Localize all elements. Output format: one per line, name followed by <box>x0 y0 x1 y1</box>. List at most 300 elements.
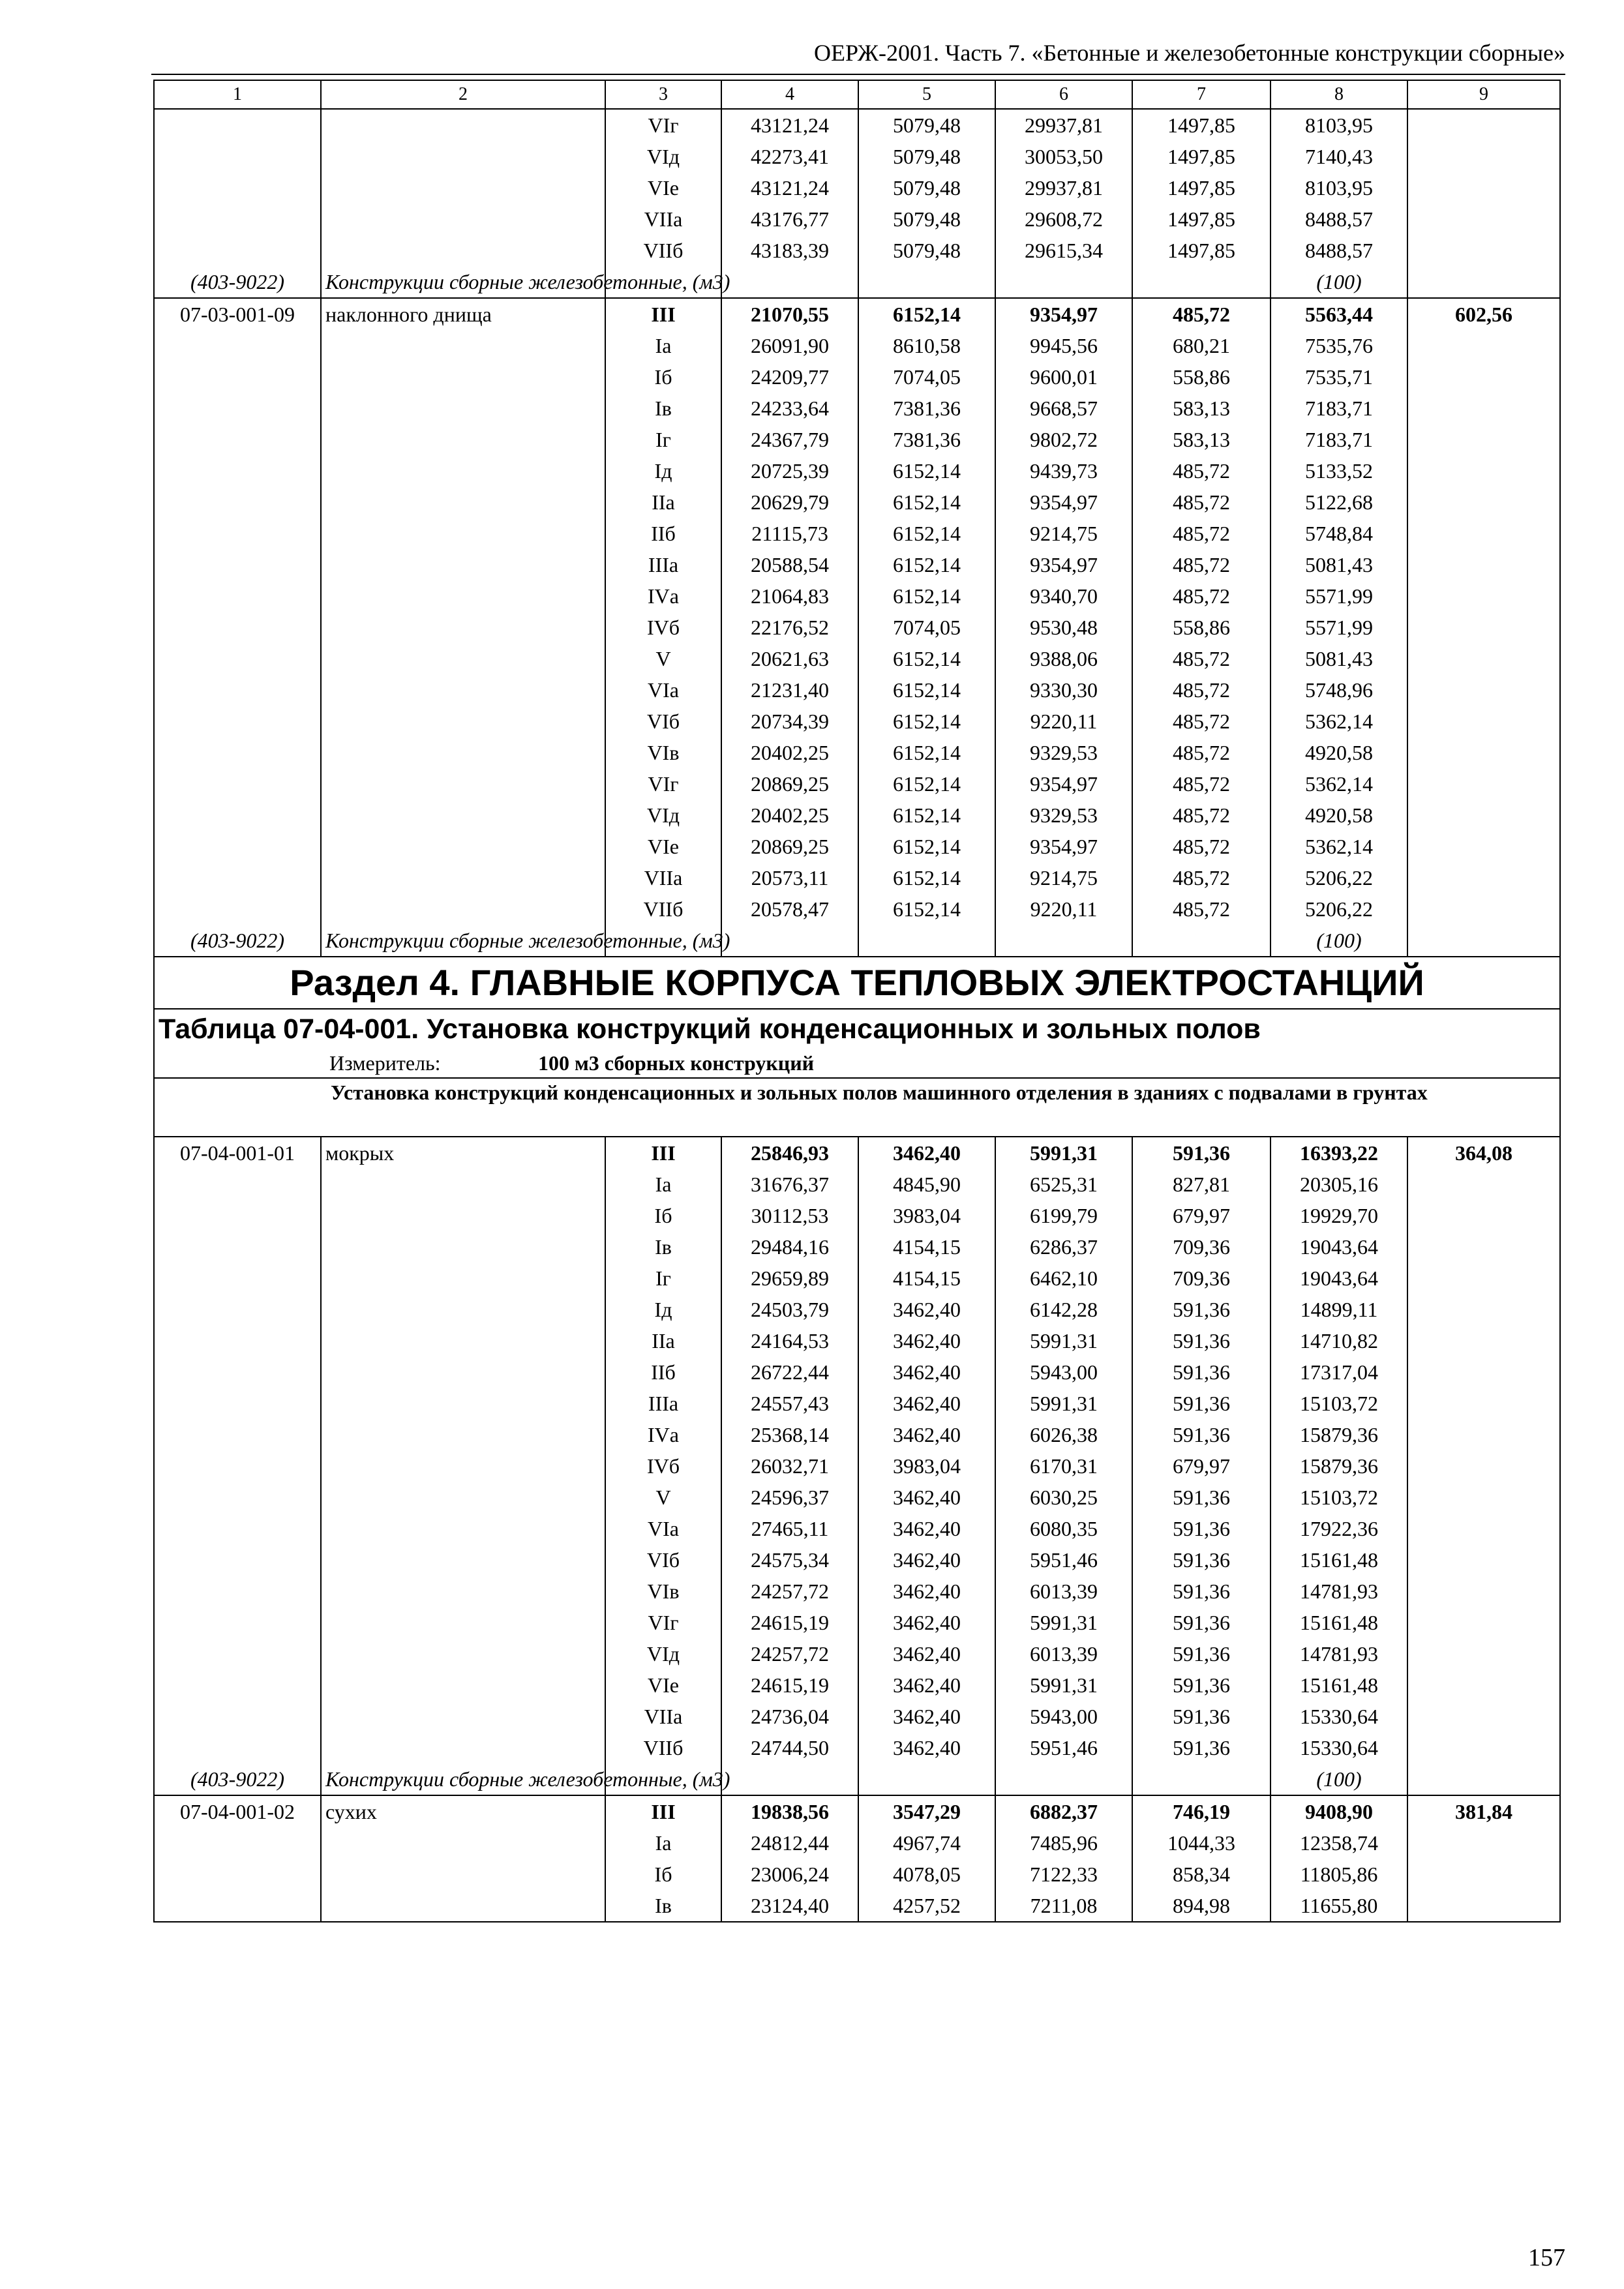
empty-cell <box>321 612 605 643</box>
rates-table-body <box>154 80 1560 1922</box>
empty-cell <box>995 266 1132 298</box>
wages-cell: 6152,14 <box>858 800 995 831</box>
empty-cell <box>154 1669 321 1701</box>
labor-cost-cell: 602,56 <box>1407 298 1560 330</box>
rate-name: наклонного днища <box>321 298 605 330</box>
machines-cell: 6026,38 <box>995 1419 1132 1450</box>
column-header-2: 2 <box>321 80 605 109</box>
table-row <box>154 424 1560 455</box>
empty-cell <box>1407 1263 1560 1294</box>
direct-cost-cell: 30112,53 <box>721 1200 858 1231</box>
wages-cell: 6152,14 <box>858 674 995 706</box>
direct-cost-cell: 25846,93 <box>721 1137 858 1169</box>
machines-cell: 7211,08 <box>995 1890 1132 1922</box>
empty-cell <box>1407 393 1560 424</box>
machines-cell: 29937,81 <box>995 172 1132 203</box>
direct-cost-cell: 24812,44 <box>721 1827 858 1859</box>
empty-cell <box>321 393 605 424</box>
empty-cell <box>321 1419 605 1450</box>
wages-cell: 3983,04 <box>858 1450 995 1482</box>
machines-cell: 7122,33 <box>995 1859 1132 1890</box>
table-row <box>154 486 1560 518</box>
empty-cell <box>321 1638 605 1669</box>
zone-cell: VIб <box>605 1544 721 1576</box>
zone-cell: VIа <box>605 674 721 706</box>
machinist-wages-cell: 591,36 <box>1132 1513 1271 1544</box>
empty-cell <box>321 486 605 518</box>
materials-cell: 15103,72 <box>1271 1388 1407 1419</box>
table-row <box>154 203 1560 235</box>
direct-cost-cell: 24233,64 <box>721 393 858 424</box>
machines-cell: 9214,75 <box>995 518 1132 549</box>
wages-cell: 8610,58 <box>858 330 995 361</box>
rates-table <box>153 80 1561 1922</box>
zone-cell: III <box>605 298 721 330</box>
column-header-6: 6 <box>995 80 1132 109</box>
empty-cell <box>1407 172 1560 203</box>
machinist-wages-cell: 591,36 <box>1132 1294 1271 1325</box>
machinist-wages-cell: 1497,85 <box>1132 235 1271 266</box>
empty-cell <box>154 1576 321 1607</box>
table-row <box>154 674 1560 706</box>
zone-cell: IIб <box>605 1356 721 1388</box>
zone-cell: VIд <box>605 800 721 831</box>
zone-cell: Iг <box>605 1263 721 1294</box>
table-row <box>154 831 1560 862</box>
empty-cell <box>154 1544 321 1576</box>
empty-cell <box>1407 1169 1560 1200</box>
empty-cell <box>321 643 605 674</box>
materials-cell: 8488,57 <box>1271 235 1407 266</box>
materials-cell: 19929,70 <box>1271 1200 1407 1231</box>
empty-cell <box>321 1701 605 1732</box>
wages-cell: 3462,40 <box>858 1732 995 1763</box>
materials-cell: 15330,64 <box>1271 1701 1407 1732</box>
zone-cell: IIIа <box>605 549 721 580</box>
empty-cell <box>321 1356 605 1388</box>
empty-cell <box>1407 1669 1560 1701</box>
empty-cell <box>154 393 321 424</box>
machinist-wages-cell: 1497,85 <box>1132 172 1271 203</box>
empty-cell <box>321 549 605 580</box>
zone-cell: VIе <box>605 172 721 203</box>
wages-cell: 7381,36 <box>858 393 995 424</box>
zone-cell: VIд <box>605 1638 721 1669</box>
table-title-row <box>154 1009 1560 1049</box>
empty-cell <box>1407 1513 1560 1544</box>
empty-cell <box>154 706 321 737</box>
empty-cell <box>154 235 321 266</box>
machinist-wages-cell: 746,19 <box>1132 1795 1271 1827</box>
materials-cell: 5748,84 <box>1271 518 1407 549</box>
wages-cell: 3462,40 <box>858 1482 995 1513</box>
direct-cost-cell: 24744,50 <box>721 1732 858 1763</box>
machinist-wages-cell: 485,72 <box>1132 549 1271 580</box>
machines-cell: 5943,00 <box>995 1701 1132 1732</box>
wages-cell: 5079,48 <box>858 141 995 172</box>
materials-cell: 20305,16 <box>1271 1169 1407 1200</box>
empty-cell <box>321 1325 605 1356</box>
machinist-wages-cell: 591,36 <box>1132 1669 1271 1701</box>
meter-value: 100 м3 сборных конструкций <box>538 1051 815 1075</box>
empty-cell <box>1407 893 1560 925</box>
empty-cell <box>321 1669 605 1701</box>
page-number: 157 <box>1528 2244 1565 2271</box>
empty-cell <box>154 361 321 393</box>
empty-cell <box>1407 1200 1560 1231</box>
empty-cell <box>154 1356 321 1388</box>
materials-cell: 5563,44 <box>1271 298 1407 330</box>
wages-cell: 5079,48 <box>858 203 995 235</box>
direct-cost-cell: 20869,25 <box>721 768 858 800</box>
zone-cell: IVа <box>605 580 721 612</box>
subtitle-row <box>154 1078 1560 1137</box>
zone-cell: Iб <box>605 1200 721 1231</box>
direct-cost-cell: 24209,77 <box>721 361 858 393</box>
machines-cell: 6286,37 <box>995 1231 1132 1263</box>
wages-cell: 6152,14 <box>858 737 995 768</box>
empty-cell <box>1407 1294 1560 1325</box>
empty-cell <box>321 330 605 361</box>
section-title-row <box>154 957 1560 1009</box>
zone-cell: VIб <box>605 706 721 737</box>
zone-cell: VIв <box>605 1576 721 1607</box>
empty-cell <box>321 1450 605 1482</box>
empty-cell <box>1407 831 1560 862</box>
empty-cell <box>321 235 605 266</box>
materials-cell: 5362,14 <box>1271 706 1407 737</box>
machinist-wages-cell: 485,72 <box>1132 518 1271 549</box>
direct-cost-cell: 24615,19 <box>721 1669 858 1701</box>
empty-cell <box>1407 1576 1560 1607</box>
machines-cell: 5991,31 <box>995 1607 1132 1638</box>
zone-cell: VIг <box>605 109 721 141</box>
direct-cost-cell: 20573,11 <box>721 862 858 893</box>
column-header-8: 8 <box>1271 80 1407 109</box>
empty-cell <box>1407 1763 1560 1795</box>
machines-cell: 9214,75 <box>995 862 1132 893</box>
empty-cell <box>858 266 995 298</box>
wages-cell: 3547,29 <box>858 1795 995 1827</box>
machinist-wages-cell: 680,21 <box>1132 330 1271 361</box>
empty-cell <box>321 768 605 800</box>
machinist-wages-cell: 583,13 <box>1132 393 1271 424</box>
machines-cell: 9354,97 <box>995 831 1132 862</box>
table-row <box>154 1576 1560 1607</box>
empty-cell <box>321 580 605 612</box>
table-row <box>154 893 1560 925</box>
machines-cell: 9220,11 <box>995 893 1132 925</box>
empty-cell <box>154 1450 321 1482</box>
machines-cell: 6525,31 <box>995 1169 1132 1200</box>
machines-cell: 30053,50 <box>995 141 1132 172</box>
empty-cell <box>154 203 321 235</box>
table-row <box>154 455 1560 486</box>
machines-cell: 9530,48 <box>995 612 1132 643</box>
empty-cell <box>321 737 605 768</box>
empty-cell <box>321 1294 605 1325</box>
column-header-7: 7 <box>1132 80 1271 109</box>
materials-cell: 9408,90 <box>1271 1795 1407 1827</box>
wages-cell: 4967,74 <box>858 1827 995 1859</box>
direct-cost-cell: 26722,44 <box>721 1356 858 1388</box>
machines-cell: 6080,35 <box>995 1513 1132 1544</box>
empty-cell <box>858 925 995 957</box>
empty-cell <box>1407 518 1560 549</box>
direct-cost-cell: 26091,90 <box>721 330 858 361</box>
empty-cell <box>154 549 321 580</box>
machinist-wages-cell: 485,72 <box>1132 893 1271 925</box>
machines-cell: 5991,31 <box>995 1669 1132 1701</box>
empty-cell <box>321 1576 605 1607</box>
empty-cell <box>1132 266 1271 298</box>
machinist-wages-cell: 485,72 <box>1132 706 1271 737</box>
machines-cell: 5991,31 <box>995 1137 1132 1169</box>
table-row <box>154 643 1560 674</box>
empty-cell <box>1407 1356 1560 1388</box>
wages-cell: 6152,14 <box>858 831 995 862</box>
empty-cell <box>321 1859 605 1890</box>
materials-cell: 5362,14 <box>1271 831 1407 862</box>
wages-cell: 4257,52 <box>858 1890 995 1922</box>
machinist-wages-cell: 485,72 <box>1132 737 1271 768</box>
empty-cell <box>154 612 321 643</box>
wages-cell: 4078,05 <box>858 1859 995 1890</box>
materials-cell: 5122,68 <box>1271 486 1407 518</box>
materials-cell: 14781,93 <box>1271 1576 1407 1607</box>
empty-cell <box>1407 1544 1560 1576</box>
machinist-wages-cell: 485,72 <box>1132 643 1271 674</box>
machinist-wages-cell: 591,36 <box>1132 1137 1271 1169</box>
direct-cost-cell: 43121,24 <box>721 172 858 203</box>
empty-cell <box>154 737 321 768</box>
machines-cell: 29608,72 <box>995 203 1132 235</box>
empty-cell <box>154 1701 321 1732</box>
resource-row <box>154 266 1560 298</box>
machinist-wages-cell: 1044,33 <box>1132 1827 1271 1859</box>
wages-cell: 5079,48 <box>858 235 995 266</box>
empty-cell <box>1407 235 1560 266</box>
zone-cell: VIг <box>605 1607 721 1638</box>
direct-cost-cell: 20621,63 <box>721 643 858 674</box>
empty-cell <box>154 1200 321 1231</box>
machinist-wages-cell: 679,97 <box>1132 1200 1271 1231</box>
meter-label: Измеритель: <box>329 1051 441 1075</box>
zone-cell: Iв <box>605 1890 721 1922</box>
empty-cell <box>1407 706 1560 737</box>
empty-cell <box>1407 1388 1560 1419</box>
direct-cost-cell: 20629,79 <box>721 486 858 518</box>
wages-cell: 3462,40 <box>858 1325 995 1356</box>
empty-cell <box>154 1732 321 1763</box>
empty-cell <box>154 172 321 203</box>
empty-cell <box>1407 1859 1560 1890</box>
empty-cell <box>1407 1890 1560 1922</box>
materials-cell: 5362,14 <box>1271 768 1407 800</box>
materials-cell: 7535,76 <box>1271 330 1407 361</box>
empty-cell <box>321 203 605 235</box>
empty-cell <box>1407 643 1560 674</box>
empty-cell <box>321 109 605 141</box>
empty-cell <box>154 674 321 706</box>
materials-cell: 16393,22 <box>1271 1137 1407 1169</box>
direct-cost-cell: 20578,47 <box>721 893 858 925</box>
empty-cell <box>154 1890 321 1922</box>
empty-cell <box>1407 768 1560 800</box>
empty-cell <box>1132 1763 1271 1795</box>
machinist-wages-cell: 591,36 <box>1132 1701 1271 1732</box>
machinist-wages-cell: 1497,85 <box>1132 141 1271 172</box>
empty-cell <box>154 1169 321 1200</box>
wages-cell: 6152,14 <box>858 580 995 612</box>
machinist-wages-cell: 827,81 <box>1132 1169 1271 1200</box>
machinist-wages-cell: 591,36 <box>1132 1544 1271 1576</box>
empty-cell <box>1407 737 1560 768</box>
machines-cell: 9354,97 <box>995 549 1132 580</box>
meter-row <box>154 1049 1560 1078</box>
wages-cell: 7074,05 <box>858 361 995 393</box>
materials-cell: 11805,86 <box>1271 1859 1407 1890</box>
materials-cell: 4920,58 <box>1271 800 1407 831</box>
direct-cost-cell: 21115,73 <box>721 518 858 549</box>
empty-cell <box>321 1231 605 1263</box>
empty-cell <box>154 768 321 800</box>
resource-row <box>154 1763 1560 1795</box>
empty-cell <box>154 1638 321 1669</box>
machinist-wages-cell: 485,72 <box>1132 486 1271 518</box>
direct-cost-cell: 31676,37 <box>721 1169 858 1200</box>
empty-cell <box>721 925 858 957</box>
machinist-wages-cell: 485,72 <box>1132 768 1271 800</box>
materials-cell: 8103,95 <box>1271 109 1407 141</box>
wages-cell: 7381,36 <box>858 424 995 455</box>
direct-cost-cell: 24596,37 <box>721 1482 858 1513</box>
wages-cell: 4845,90 <box>858 1169 995 1200</box>
table-row <box>154 235 1560 266</box>
table-row <box>154 549 1560 580</box>
machines-cell: 6030,25 <box>995 1482 1132 1513</box>
empty-cell <box>1407 486 1560 518</box>
table-row <box>154 1795 1560 1827</box>
machinist-wages-cell: 591,36 <box>1132 1419 1271 1450</box>
empty-cell <box>321 455 605 486</box>
table-row <box>154 1325 1560 1356</box>
materials-cell: 5081,43 <box>1271 643 1407 674</box>
empty-cell <box>1407 612 1560 643</box>
materials-cell: 5206,22 <box>1271 893 1407 925</box>
zone-cell: Iд <box>605 455 721 486</box>
zone-cell: IIа <box>605 1325 721 1356</box>
empty-cell <box>321 1482 605 1513</box>
empty-cell <box>154 862 321 893</box>
empty-cell <box>321 141 605 172</box>
machines-cell: 9329,53 <box>995 800 1132 831</box>
zone-cell: VIг <box>605 768 721 800</box>
empty-cell <box>154 580 321 612</box>
table-row <box>154 330 1560 361</box>
direct-cost-cell: 43121,24 <box>721 109 858 141</box>
direct-cost-cell: 20734,39 <box>721 706 858 737</box>
empty-cell <box>321 831 605 862</box>
machines-cell: 29937,81 <box>995 109 1132 141</box>
empty-cell <box>154 330 321 361</box>
empty-cell <box>154 1263 321 1294</box>
materials-cell: 19043,64 <box>1271 1231 1407 1263</box>
materials-cell: 5571,99 <box>1271 580 1407 612</box>
empty-cell <box>154 1388 321 1419</box>
wages-cell: 5079,48 <box>858 172 995 203</box>
table-row <box>154 1263 1560 1294</box>
direct-cost-cell: 24257,72 <box>721 1638 858 1669</box>
table-row <box>154 800 1560 831</box>
empty-cell <box>1407 455 1560 486</box>
machines-cell: 6170,31 <box>995 1450 1132 1482</box>
empty-cell <box>321 1827 605 1859</box>
resource-percent: (100) <box>1271 925 1407 957</box>
table-row <box>154 1294 1560 1325</box>
machines-cell: 7485,96 <box>995 1827 1132 1859</box>
machinist-wages-cell: 485,72 <box>1132 800 1271 831</box>
wages-cell: 3462,40 <box>858 1607 995 1638</box>
direct-cost-cell: 20869,25 <box>721 831 858 862</box>
table-row <box>154 1544 1560 1576</box>
empty-cell <box>1407 1827 1560 1859</box>
empty-cell <box>321 1263 605 1294</box>
materials-cell: 15103,72 <box>1271 1482 1407 1513</box>
wages-cell: 6152,14 <box>858 643 995 674</box>
empty-cell <box>154 518 321 549</box>
machines-cell: 9600,01 <box>995 361 1132 393</box>
machinist-wages-cell: 591,36 <box>1132 1482 1271 1513</box>
direct-cost-cell: 20588,54 <box>721 549 858 580</box>
materials-cell: 4920,58 <box>1271 737 1407 768</box>
table-row <box>154 298 1560 330</box>
zone-cell: Iа <box>605 330 721 361</box>
materials-cell: 15161,48 <box>1271 1544 1407 1576</box>
column-header-4: 4 <box>721 80 858 109</box>
wages-cell: 3462,40 <box>858 1137 995 1169</box>
empty-cell <box>1407 1732 1560 1763</box>
wages-cell: 6152,14 <box>858 298 995 330</box>
table-row <box>154 1200 1560 1231</box>
rate-code: 07-04-001-01 <box>154 1137 321 1169</box>
zone-cell: IIа <box>605 486 721 518</box>
direct-cost-cell: 24503,79 <box>721 1294 858 1325</box>
zone-cell: VIе <box>605 1669 721 1701</box>
materials-cell: 7140,43 <box>1271 141 1407 172</box>
machinist-wages-cell: 485,72 <box>1132 298 1271 330</box>
zone-cell: VIа <box>605 1513 721 1544</box>
table-row <box>154 768 1560 800</box>
zone-cell: V <box>605 1482 721 1513</box>
direct-cost-cell: 21231,40 <box>721 674 858 706</box>
wages-cell: 3462,40 <box>858 1701 995 1732</box>
empty-cell <box>321 1513 605 1544</box>
zone-cell: Iб <box>605 1859 721 1890</box>
wages-cell: 6152,14 <box>858 768 995 800</box>
empty-cell <box>154 109 321 141</box>
empty-cell <box>154 1419 321 1450</box>
zone-cell: VIд <box>605 141 721 172</box>
empty-cell <box>1407 925 1560 957</box>
rate-code: 07-04-001-02 <box>154 1795 321 1827</box>
wages-cell: 3462,40 <box>858 1388 995 1419</box>
wages-cell: 3462,40 <box>858 1356 995 1388</box>
column-header-9: 9 <box>1407 80 1560 109</box>
machinist-wages-cell: 679,97 <box>1132 1450 1271 1482</box>
table-row <box>154 1701 1560 1732</box>
machinist-wages-cell: 591,36 <box>1132 1325 1271 1356</box>
